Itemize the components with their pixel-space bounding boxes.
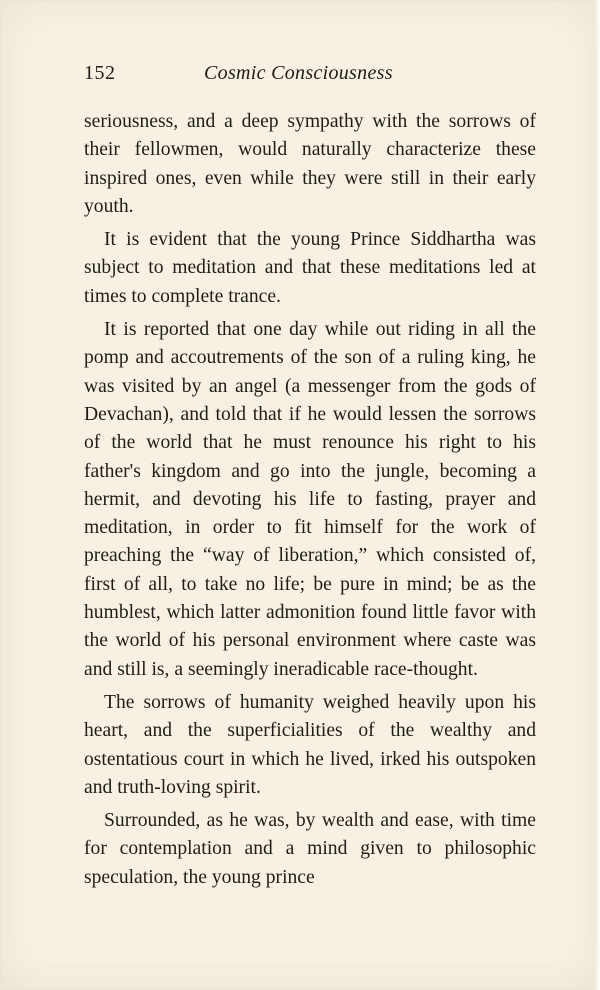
paragraph-1: seriousness, and a deep sympathy with the sorrows of their fellowmen, would naturally characterize these inspired ones, even while they were still in their early youth. [84, 111, 536, 217]
running-title: Cosmic Consciousness [204, 62, 393, 84]
paragraph-5: Surrounded, as he was, by wealth and ease, with time for contemplation and a mind given to philosophic speculation, the young prince [84, 810, 536, 888]
body-text [84, 108, 536, 892]
paragraph-2: It is evident that the young Prince Siddhartha was subject to meditation and that these meditations led at times to complete trance. [84, 229, 536, 307]
page-header [84, 62, 534, 88]
page-edge [594, 0, 600, 990]
page-number: 152 [84, 62, 116, 84]
paragraph-3: It is reported that one day while out riding in all the pomp and accoutrements of the son of a ruling king, he was visited by an angel (a messenger from the gods of Devachan), and told that if he would lessen the sorrows of the world that he must renounce his right to his father's kingdom and go into the jungle, becoming a hermit, and devoting his life to fasting, prayer and meditation, in order to fit himself for the work of preaching the “way of liberation,” which consisted of, first of all, to take no life; be pure in mind; be as the humblest, which latter admonition found little favor with the world of his personal environment where caste was and still is, a seemingly ineradicable race-thought. [84, 319, 536, 680]
paragraph-4: The sorrows of humanity weighed heavily upon his heart, and the superficialities of the wealthy and ostentatious court in which he lived, irked his outspoken and truth-loving spirit. [84, 691, 536, 798]
